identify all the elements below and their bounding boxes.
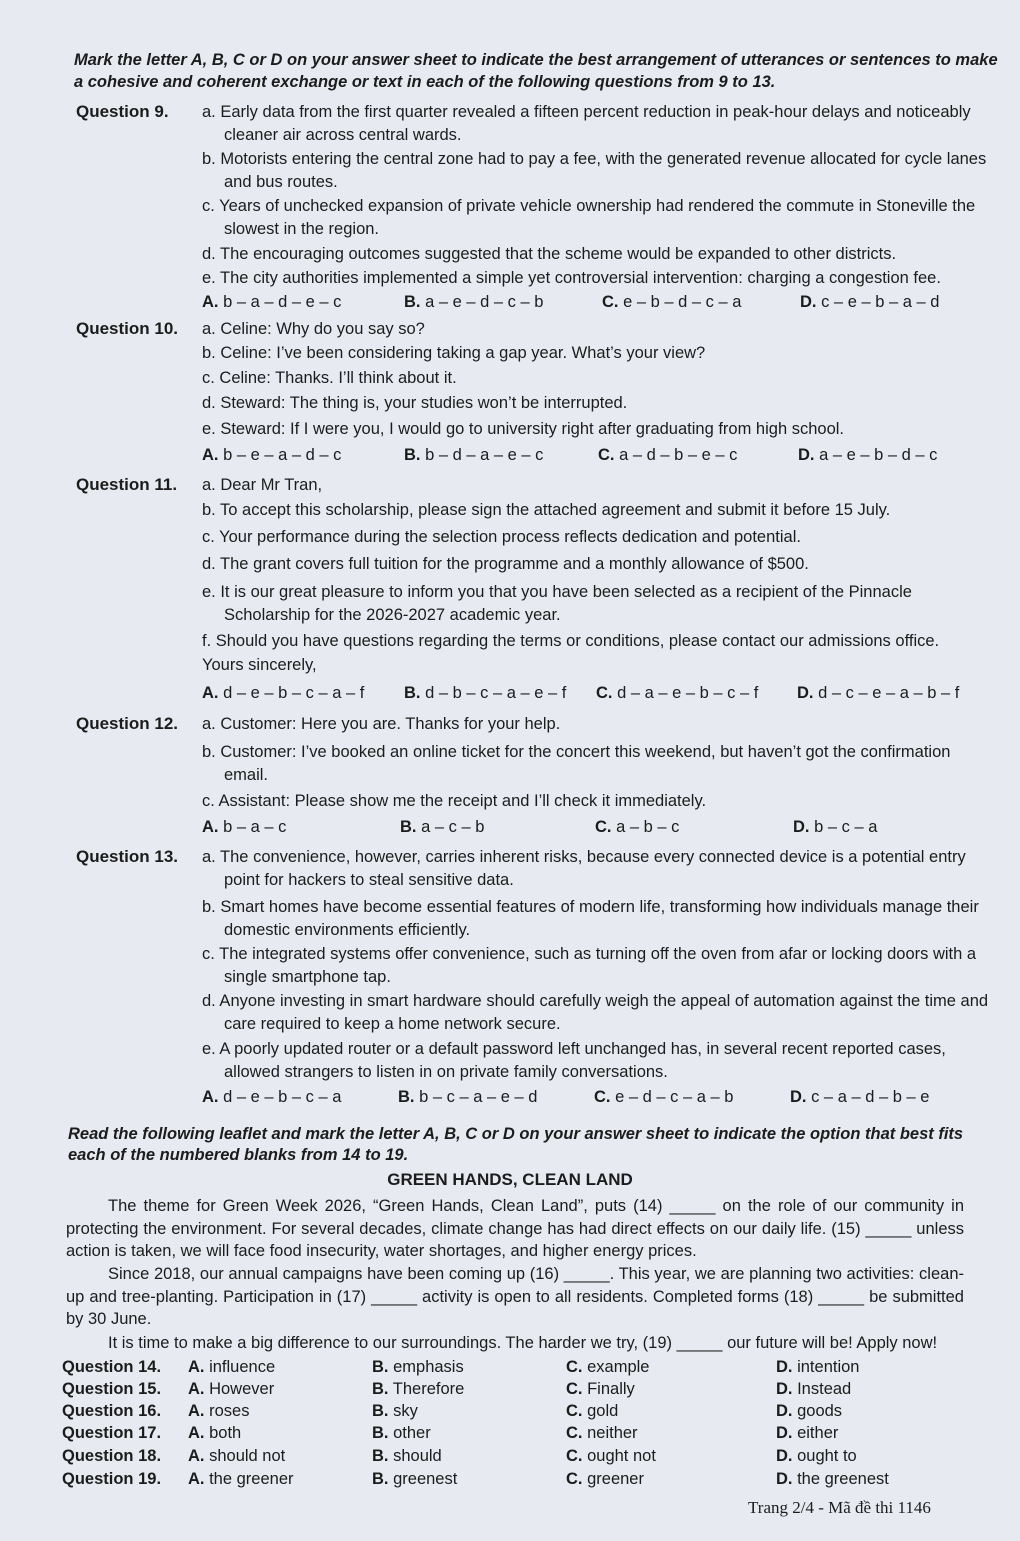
q10-item-a: a. Celine: Why do you say so? — [202, 320, 425, 338]
question-14-label: Question 14. — [62, 1358, 162, 1376]
q11-item-a: a. Dear Mr Tran, — [202, 476, 323, 494]
q10-options — [202, 444, 992, 466]
q14-option-a[interactable]: A. influence — [188, 1358, 276, 1376]
q13-option-c[interactable]: C. e – d – c – a – b — [594, 1088, 734, 1106]
q18-option-b[interactable]: B. should — [372, 1447, 442, 1465]
q9-option-b[interactable]: B. a – e – d – c – b — [404, 293, 544, 311]
q9-item-b: b. Motorists entering the central zone had to pay a fee, with the generated revenue allocated for cycle lanes and bus routes. — [202, 150, 987, 191]
q13-item-b: b. Smart homes have become essential features of modern life, transforming how individuals manage their domestic environments efficiently. — [202, 898, 979, 939]
q9-item-d: d. The encouraging outcomes suggested that the scheme would be expanded to other districts. — [202, 245, 897, 263]
q13-option-a[interactable]: A. d – e – b – c – a — [202, 1088, 342, 1106]
q12-options — [202, 816, 992, 838]
q19-option-a[interactable]: A. the greener — [188, 1470, 294, 1488]
leaflet-paragraph-3: It is time to make a big difference to our surroundings. The harder we try, (19) _____ our future will be! Apply now! — [108, 1334, 938, 1352]
q16-option-a[interactable]: A. roses — [188, 1402, 250, 1420]
q9-item-c: c. Years of unchecked expansion of private vehicle ownership had rendered the commute in Stoneville the slowest in the region. — [202, 197, 976, 238]
q9-option-a[interactable]: A. b – a – d – e – c — [202, 293, 342, 311]
q16-option-c[interactable]: C. gold — [566, 1402, 619, 1420]
q10-item-c: c. Celine: Thanks. I’ll think about it. — [202, 369, 457, 387]
q11-option-c[interactable]: C. d – a – e – b – c – f — [596, 684, 759, 702]
q14-option-b[interactable]: B. emphasis — [372, 1358, 464, 1376]
q10-option-b[interactable]: B. b – d – a – e – c — [404, 446, 544, 464]
q9-option-c[interactable]: C. e – b – d – c – a — [602, 293, 742, 311]
leaflet-paragraph-2: Since 2018, our annual campaigns have been coming up (16) _____. This year, we are planning two activities: clean-up and tree-planting. Participation in (17) _____ activity is open to all residents. Completed forms (18) _____ be submitted by 30 June. — [66, 1265, 964, 1328]
q10-option-c[interactable]: C. a – d – b – e – c — [598, 446, 738, 464]
q12-option-a[interactable]: A. b – a – c — [202, 818, 287, 836]
q9-item-e: e. The city authorities implemented a simple yet controversial intervention: charging a congestion fee. — [202, 269, 941, 287]
q18-option-d[interactable]: D. ought to — [776, 1447, 857, 1465]
q11-item-e: e. It is our great pleasure to inform you that you have been selected as a recipient of the Pinnacle Scholarship for the 2026-2027 academic year. — [202, 583, 912, 624]
q13-item-d: d. Anyone investing in smart hardware should carefully weigh the appeal of automation against the time and care required to keep a home network secure. — [202, 992, 989, 1033]
q15-option-b[interactable]: B. Therefore — [372, 1380, 465, 1398]
question-15-label: Question 15. — [62, 1380, 162, 1398]
question-12-label: Question 12. — [76, 714, 179, 733]
q12-item-a: a. Customer: Here you are. Thanks for your help. — [202, 715, 561, 733]
q13-item-a: a. The convenience, however, carries inherent risks, because every connected device is a potential entry point for hackers to steal sensitive data. — [202, 848, 966, 889]
q11-item-b: b. To accept this scholarship, please sign the attached agreement and submit it before 15 July. — [202, 501, 891, 519]
leaflet-title: GREEN HANDS, CLEAN LAND — [387, 1170, 633, 1189]
q17-option-c[interactable]: C. neither — [566, 1424, 638, 1442]
q15-option-a[interactable]: A. However — [188, 1380, 275, 1398]
q17-option-d[interactable]: D. either — [776, 1424, 839, 1442]
q14-option-c[interactable]: C. example — [566, 1358, 650, 1376]
q11-options — [202, 682, 992, 704]
q19-option-d[interactable]: D. the greenest — [776, 1470, 889, 1488]
question-11-label: Question 11. — [76, 475, 178, 494]
q11-item-f: f. Should you have questions regarding the terms or conditions, please contact our admissions office. — [202, 632, 940, 650]
q17-option-a[interactable]: A. both — [188, 1424, 242, 1442]
q12-option-d[interactable]: D. b – c – a — [793, 818, 878, 836]
q13-item-c: c. The integrated systems offer convenience, such as turning off the oven from afar or locking doors with a single smartphone tap. — [202, 945, 977, 986]
q15-option-d[interactable]: D. Instead — [776, 1380, 852, 1398]
q10-item-d: d. Steward: The thing is, your studies won’t be interrupted. — [202, 394, 628, 412]
q14-option-d[interactable]: D. intention — [776, 1358, 860, 1376]
q12-item-b: b. Customer: I’ve booked an online ticket for the concert this weekend, but haven’t got the confirmation email. — [202, 743, 951, 784]
q16-option-d[interactable]: D. goods — [776, 1402, 843, 1420]
question-13-label: Question 13. — [76, 847, 179, 866]
q12-item-c: c. Assistant: Please show me the receipt and I’ll check it immediately. — [202, 792, 707, 810]
q19-option-b[interactable]: B. greenest — [372, 1470, 458, 1488]
q11-option-d[interactable]: D. d – c – e – a – b – f — [797, 684, 960, 702]
q15-option-c[interactable]: C. Finally — [566, 1380, 635, 1398]
page-footer: Trang 2/4 - Mã đề thi 1146 — [748, 1498, 931, 1517]
q12-option-c[interactable]: C. a – b – c — [595, 818, 680, 836]
q19-option-c[interactable]: C. greener — [566, 1470, 644, 1488]
q11-item-c: c. Your performance during the selection process reflects dedication and potential. — [202, 528, 801, 546]
q10-option-a[interactable]: A. b – e – a – d – c — [202, 446, 342, 464]
question-18-label: Question 18. — [62, 1447, 162, 1465]
q11-option-a[interactable]: A. d – e – b – c – a – f — [202, 684, 365, 702]
leaflet-paragraph-1: The theme for Green Week 2026, “Green Hands, Clean Land”, puts (14) _____ on the role of our community in protecting the environment. For several decades, climate change has had direct effects on our daily life. (15) _____ unless action is taken, we will face food insecurity, water shortages, and higher energy prices. — [66, 1197, 964, 1260]
q18-option-c[interactable]: C. ought not — [566, 1447, 656, 1465]
q12-option-b[interactable]: B. a – c – b — [400, 818, 485, 836]
q13-item-e: e. A poorly updated router or a default password left unchanged has, in several recent reported cases, allowed strangers to listen in on private family conversations. — [202, 1040, 946, 1081]
question-9-label: Question 9. — [76, 102, 169, 121]
q10-item-e: e. Steward: If I were you, I would go to university right after graduating from high school. — [202, 420, 844, 438]
q11-item-d: d. The grant covers full tuition for the programme and a monthly allowance of $500. — [202, 555, 809, 573]
q13-options — [202, 1086, 992, 1108]
q16-option-b[interactable]: B. sky — [372, 1402, 418, 1420]
instruction-leaflet: Read the following leaflet and mark the letter A, B, C or D on your answer sheet to indicate the option that best fits each of the numbered blanks from 14 to 19. — [68, 1125, 964, 1164]
q18-option-a[interactable]: A. should not — [188, 1447, 286, 1465]
q9-item-a: a. Early data from the first quarter revealed a fifteen percent reduction in peak-hour delays and noticeably cleaner air across central wards. — [202, 103, 971, 144]
instruction-arrangement: Mark the letter A, B, C or D on your answer sheet to indicate the best arrangement of utterances or sentences to make a cohesive and coherent exchange or text in each of the following questions from 9 to 13. — [74, 51, 998, 91]
q9-options — [202, 291, 992, 313]
q9-option-d[interactable]: D. c – e – b – a – d — [800, 293, 940, 311]
q13-option-d[interactable]: D. c – a – d – b – e — [790, 1088, 930, 1106]
q13-option-b[interactable]: B. b – c – a – e – d — [398, 1088, 538, 1106]
q10-item-b: b. Celine: I’ve been considering taking a gap year. What’s your view? — [202, 344, 706, 362]
q17-option-b[interactable]: B. other — [372, 1424, 431, 1442]
question-16-label: Question 16. — [62, 1402, 162, 1420]
q10-option-d[interactable]: D. a – e – b – d – c — [798, 446, 938, 464]
q11-option-b[interactable]: B. d – b – c – a – e – f — [404, 684, 567, 702]
question-19-label: Question 19. — [62, 1470, 162, 1488]
q11-closing: Yours sincerely, — [202, 656, 317, 674]
question-17-label: Question 17. — [62, 1424, 162, 1442]
question-10-label: Question 10. — [76, 319, 179, 338]
